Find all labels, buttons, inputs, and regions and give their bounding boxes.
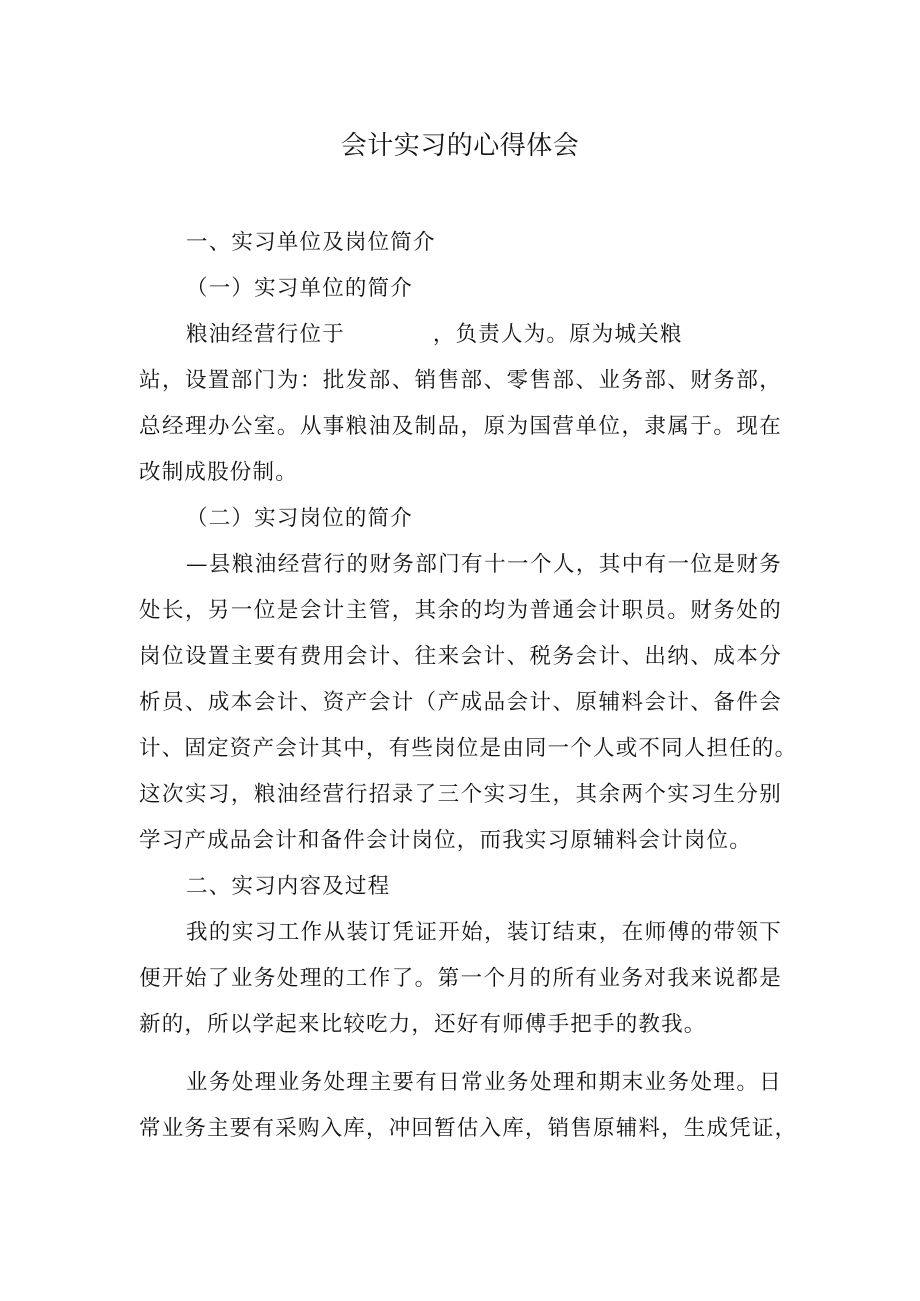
subsection-heading-1: （一）实习单位的简介 <box>186 276 414 301</box>
paragraph-line: 岗位设置主要有费用会计、往来会计、税务会计、出纳、成本分 <box>139 644 782 669</box>
paragraph-line: 处长，另一位是会计主管，其余的均为普通会计职员。财务处的 <box>139 598 782 623</box>
paragraph-line: 学习产成品会计和备件会计岗位，而我实习原辅料会计岗位。 <box>139 828 752 853</box>
paragraph-line: 便开始了业务处理的工作了。第一个月的所有业务对我来说都是 <box>139 966 782 991</box>
paragraph-line: —县粮油经营行的财务部门有十一个人，其中有一位是财务 <box>186 552 782 577</box>
paragraph-line: 新的，所以学起来比较吃力，还好有师傅手把手的教我。 <box>139 1012 707 1037</box>
document-title: 会计实习的心得体会 <box>340 131 580 161</box>
section-heading-1: 一、实习单位及岗位简介 <box>186 230 436 255</box>
paragraph-line: 我的实习工作从装订凭证开始，装订结束，在师傅的带领下 <box>186 920 782 945</box>
paragraph-line <box>186 320 683 350</box>
paragraph-line: 这次实习，粮油经营行招录了三个实习生，其余两个实习生分别 <box>139 782 782 807</box>
paragraph-line-part: 粮油经营行位于 <box>186 322 345 347</box>
paragraph-line: 总经理办公室。从事粮油及制品，原为国营单位，隶属于。现在 <box>139 414 782 439</box>
subsection-heading-2: （二）实习岗位的简介 <box>186 506 414 531</box>
paragraph-line-part: ，负责人为。原为城关粮 <box>432 322 683 347</box>
paragraph-line: 站，设置部门为：批发部、销售部、零售部、业务部、财务部， <box>139 368 782 393</box>
paragraph-line: 改制成股份制。 <box>139 460 298 485</box>
paragraph-line: 常业务主要有采购入库，冲回暂估入库，销售原辅料，生成凭证， <box>139 1116 798 1141</box>
paragraph-line: 析员、成本会计、资产会计（产成品会计、原辅料会计、备件会 <box>139 690 782 715</box>
paragraph-line: 业务处理业务处理主要有日常业务处理和期末业务处理。日 <box>186 1070 782 1095</box>
paragraph-line: 计、固定资产会计其中，有些岗位是由同一个人或不同人担任的。 <box>139 736 798 761</box>
section-heading-2: 二、实习内容及过程 <box>186 874 391 899</box>
